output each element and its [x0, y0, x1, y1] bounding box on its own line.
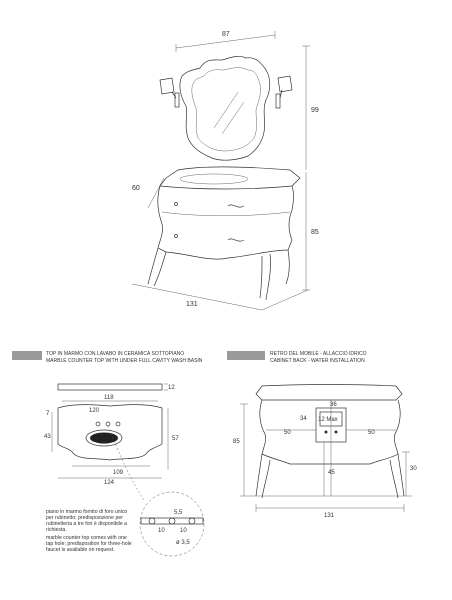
cabinet-back-body	[260, 400, 400, 464]
basin-opening	[180, 174, 248, 184]
section-right-title-en: CABINET BACK - WATER INSTALLATION	[270, 358, 365, 364]
glass-reflection	[222, 102, 244, 134]
dim-131: 131	[324, 513, 335, 519]
drawer-handle-lower	[228, 239, 244, 241]
cabinet-top	[160, 167, 300, 189]
top-elevation	[132, 31, 319, 310]
marble-top-drawing	[44, 384, 204, 556]
dim-57: 57	[172, 436, 179, 442]
dim-118: 118	[104, 395, 114, 401]
dim-5-5: 5,5	[174, 510, 183, 516]
dim-36: 36	[330, 402, 337, 408]
dim-height-cabinet: 85	[311, 229, 319, 236]
dim-3-5: ø 3,5	[176, 540, 190, 546]
section-left-title-en: MARBLE COUNTER TOP WITH UNDER FULL CAVITY WASH BASIN	[46, 358, 203, 364]
dim-120: 120	[89, 408, 100, 414]
tap-hole	[106, 422, 110, 426]
leg-back-right	[286, 250, 289, 284]
dim-43: 43	[44, 434, 51, 440]
dim-height-mirror: 99	[311, 107, 319, 114]
dim-34: 34	[300, 416, 307, 422]
note-en-3: faucet is available on request.	[46, 547, 115, 553]
note-it-3: rubinetteria a tre fori è disponibile a	[46, 521, 128, 527]
note-en-1: marble counter top comes with one	[46, 535, 127, 541]
detail-hole	[169, 518, 175, 524]
dim-45: 45	[328, 470, 335, 476]
section-right-title-it: RETRO DEL MOBILE - ALLACCIO IDRICO	[270, 351, 367, 357]
glass-reflection	[214, 92, 238, 128]
dim-85: 85	[233, 439, 240, 445]
back-leg-right-inner	[390, 460, 398, 498]
back-leg-left	[256, 454, 262, 496]
back-leg-right	[398, 454, 404, 496]
dim-50b: 50	[368, 430, 375, 436]
knob	[175, 203, 178, 206]
leg-front-left	[148, 248, 158, 284]
tap-hole	[116, 422, 120, 426]
dim-10a: 10	[158, 528, 165, 534]
cabinet-back-top	[256, 385, 402, 401]
drawer-handle-upper	[228, 205, 244, 207]
cabinet-back-drawing	[233, 385, 417, 520]
basin-cavity	[90, 433, 118, 444]
note-it-2: per rubinetto; predisposizione per	[46, 515, 123, 521]
dim-depth: 60	[132, 185, 140, 192]
header-gray-bar	[12, 351, 42, 360]
leg-front-right	[260, 256, 262, 298]
wall-sconce-right	[276, 76, 292, 108]
tap-hole	[96, 422, 100, 426]
dim-12max: 12 Max	[318, 417, 338, 423]
header-gray-bar	[227, 351, 265, 360]
section-right-header	[227, 351, 367, 364]
note-it-4: richiesta.	[46, 527, 67, 533]
dim-width-total: 131	[186, 301, 198, 308]
section-left-title-it: TOP IN MARMO CON LAVABO IN CERAMICA SOTTOPIANO	[46, 351, 185, 357]
leg-front-left-inner	[154, 252, 166, 286]
knob	[175, 235, 178, 238]
section-left-header	[12, 351, 203, 364]
dim-mirror-width: 87	[222, 31, 230, 38]
dim-12: 12	[168, 385, 175, 391]
dim-10b: 10	[180, 528, 187, 534]
note-en-2: tap hole; predisposition for three-hole	[46, 541, 132, 547]
floor-outline	[132, 284, 308, 310]
top-plan	[58, 405, 162, 460]
detail-hole	[189, 518, 195, 524]
dim-124: 124	[104, 480, 115, 486]
dim-line-depth	[148, 178, 164, 208]
note-it-1: piano in marmo fornito di foro unico	[46, 509, 128, 515]
drawer-separator	[162, 212, 290, 216]
dim-109: 109	[113, 470, 124, 476]
dim-50a: 50	[284, 430, 291, 436]
leg-front-right-inner	[266, 254, 271, 300]
detail-hole	[149, 518, 155, 524]
wall-sconce-left	[160, 78, 179, 107]
top-profile	[58, 384, 162, 390]
dim-30: 30	[410, 466, 417, 472]
dim-7: 7	[46, 411, 50, 417]
cabinet-body	[158, 186, 294, 259]
back-leg-left-inner	[262, 460, 270, 498]
